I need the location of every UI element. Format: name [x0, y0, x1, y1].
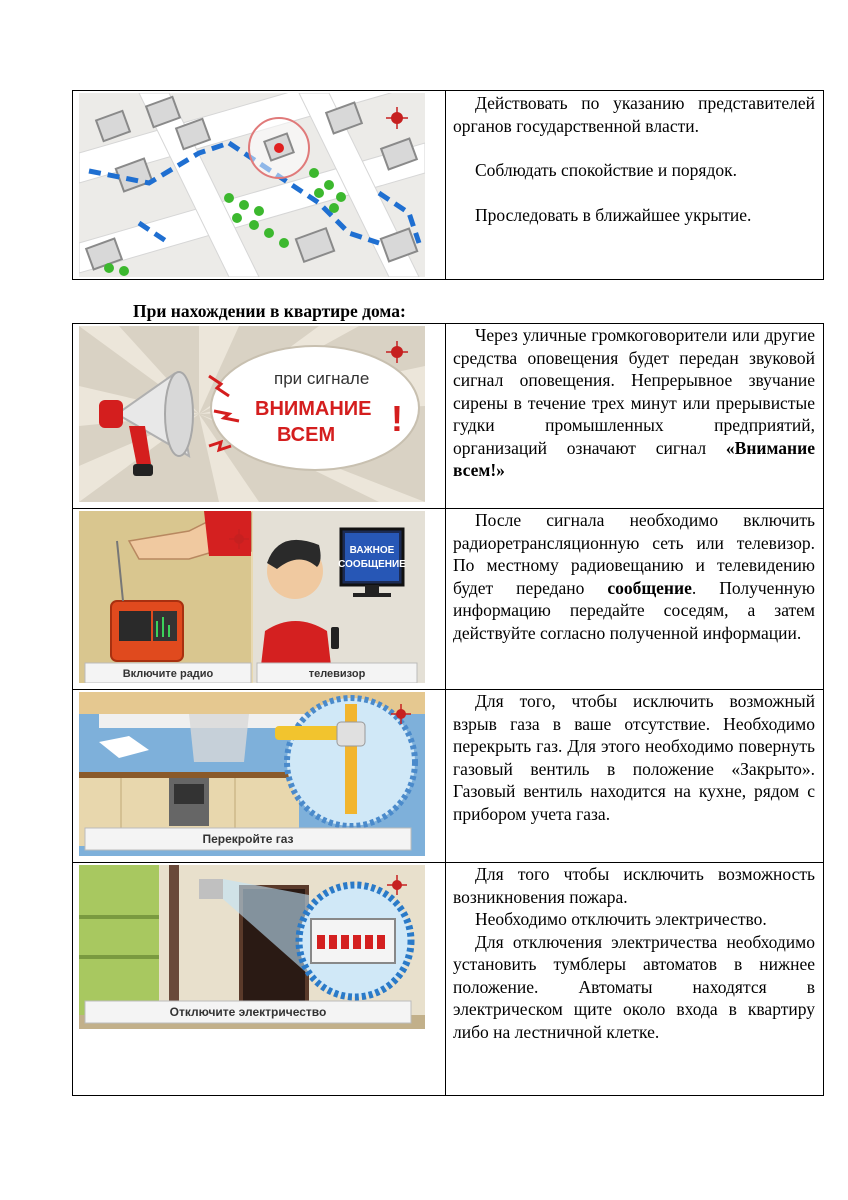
street-instructions-cell: [446, 91, 824, 280]
table-row: [73, 91, 824, 280]
image-cell: [73, 690, 446, 863]
electricity-paragraph: Необходимо отключить электричество.: [475, 909, 767, 929]
caption-tv: телевизор: [308, 668, 366, 680]
instructions-table-apartment: [72, 323, 824, 1096]
instructions-table-street: [72, 90, 824, 280]
electricity-paragraph: Для того чтобы исключить возможность возникновения пожара.: [453, 864, 815, 907]
instruction-paragraph: Проследовать в ближайшее укрытие.: [475, 204, 752, 225]
broadcast-text-cell: [446, 509, 824, 690]
image-cell: [73, 863, 446, 1096]
alert-text: Через уличные громкоговорители или другие средства оповещения будет передан звуковой сигнал оповещения. Непрерывное звучание сирены в течение трех минут или прерывистые гудки промышленных предприятий, организаций означают сигнал: [453, 325, 815, 458]
tv-screen-line1: ВАЖНОЕ: [349, 545, 395, 556]
electricity-shutoff-illustration: [79, 865, 425, 1029]
megaphone-alert-illustration: [79, 326, 425, 502]
gas-paragraph: Для того, чтобы исключить возможный взрыв газа в ваше отсутствие. Необходимо перекрыть газ. Для этого необходимо повернуть газовый вентиль в положение «Закрыто». Газовый вентиль находится на кухне, рядом с прибором учета газа.: [453, 691, 815, 824]
alert-signal-bold: «Внимание всем!»: [453, 437, 815, 480]
alert-caption-line1: при сигнале: [274, 369, 370, 388]
image-cell: [73, 324, 446, 509]
table-row: [73, 324, 824, 509]
instruction-paragraph: Действовать по указанию представителей органов государственной власти.: [453, 93, 815, 136]
radio-tv-illustration: [79, 511, 425, 683]
broadcast-text-end: . Полученную информацию передайте соседям, а затем действуйте согласно полученной информации.: [453, 577, 815, 643]
broadcast-text: После сигнала необходимо включить радиоретрансляционную сеть или телевизор. По местному радиовещанию и телевидению будет передано: [453, 510, 815, 598]
image-cell: [73, 509, 446, 690]
caption-gas: Перекройте газ: [202, 832, 294, 846]
section-heading: При нахождении в квартире дома:: [133, 301, 406, 321]
table-row: [73, 863, 824, 1096]
electricity-paragraph: Для отключения электричества необходимо установить тумблеры автоматов в нижнее положение. Автоматы находятся в электрическом щите около входа в квартиру либо на лестничной клетке.: [453, 931, 815, 1042]
broadcast-paragraph: [453, 509, 815, 644]
caption-electricity: Отключите электричество: [169, 1005, 327, 1019]
evacuation-map-illustration: [79, 93, 425, 277]
spacer: [453, 137, 815, 159]
alert-text-cell: [446, 324, 824, 509]
electricity-text-cell: [446, 863, 824, 1096]
alert-caption-line3: ВСЕМ: [277, 424, 336, 446]
tv-screen-line2: СООБЩЕНИЕ: [338, 559, 406, 570]
table-row: [73, 509, 824, 690]
alert-exclamation: !: [391, 398, 403, 439]
gas-text-cell: [446, 690, 824, 863]
spacer: [453, 182, 815, 204]
alert-caption-line2: ВНИМАНИЕ: [255, 398, 372, 420]
caption-radio: Включите радио: [122, 668, 214, 680]
gas-valve-illustration: [79, 692, 425, 856]
alert-paragraph: [453, 324, 815, 482]
map-image-cell: [73, 91, 446, 280]
table-row: [73, 690, 824, 863]
message-bold: сообщение: [607, 577, 692, 598]
instruction-paragraph: Соблюдать спокойствие и порядок.: [475, 160, 738, 180]
